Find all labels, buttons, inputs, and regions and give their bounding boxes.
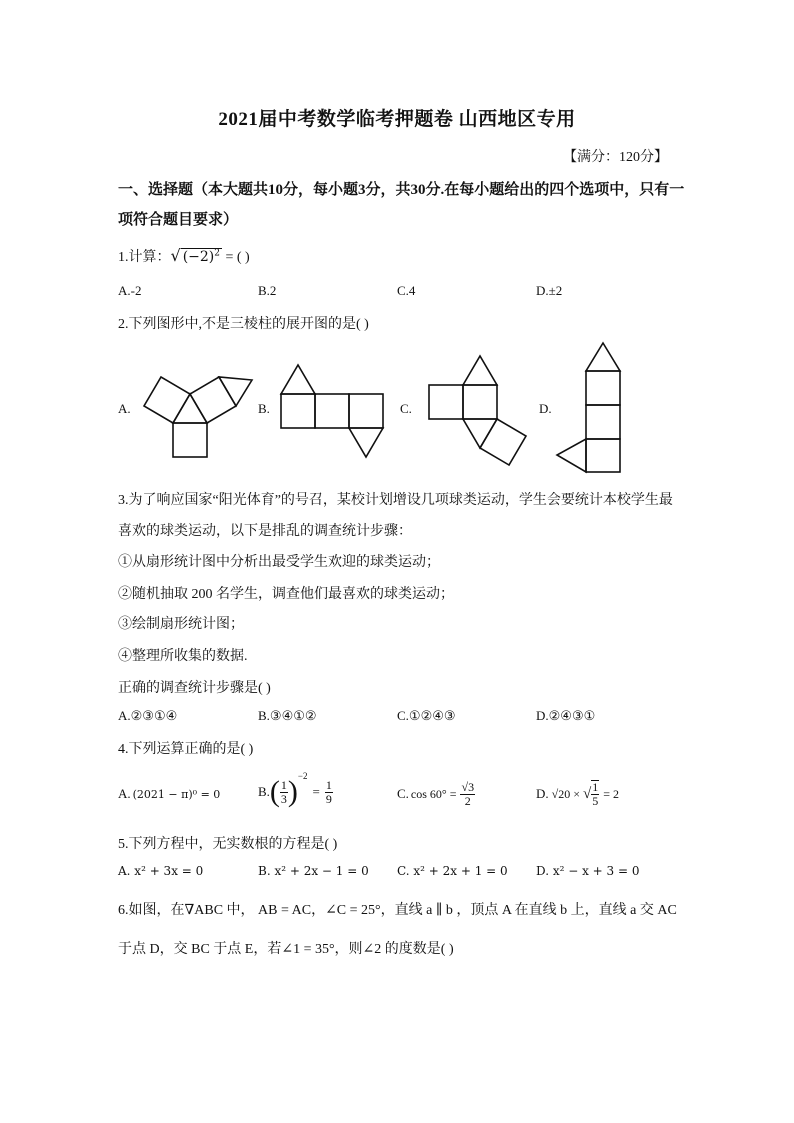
section-heading-line1: 一、选择题（本大题共10分，每小题3分，共30分.在每小题给出的四个选项中，只有一 <box>118 182 685 198</box>
q3-option-a[interactable]: A.②③①④ <box>118 708 178 723</box>
question-4-stem: 4.下列运算正确的是( ) <box>118 742 254 757</box>
sqrt-symbol: √ <box>583 785 592 802</box>
q5-option-d[interactable]: D. x² − x + 3 = 0 <box>536 864 640 878</box>
page-title: 2021届中考数学临考押题卷 山西地区专用 <box>218 109 576 130</box>
net-a-side-triangle <box>219 377 252 406</box>
q4-option-a[interactable]: A. (2021 − π)⁰ = 0 <box>118 786 221 801</box>
net-d-square-2 <box>586 405 620 439</box>
q4-option-b[interactable]: B. ( $\frac{1}{3}$ ) $^{-2}$ = $\frac{1}{9}$ <box>258 771 332 808</box>
sqrt-symbol: √ <box>170 246 181 265</box>
net-b-figure <box>281 365 383 457</box>
q3-step-2: ②随机抽取 200 名学生，调查他们最喜欢的球类运动； <box>118 587 454 602</box>
q4-b-equals: = <box>312 784 320 799</box>
q4-c-expression: cos 60° = <box>410 786 457 801</box>
q4-d-fraction: $\frac{1}{5}$ <box>592 780 599 808</box>
net-d-square-1 <box>586 371 620 405</box>
full-score-label: 【满分：120分】 <box>563 150 668 165</box>
net-b-square-1 <box>281 394 315 428</box>
net-b-bottom-triangle <box>349 428 383 457</box>
question-5-stem: 5.下列方程中，无实数根的方程是( ) <box>118 837 338 852</box>
q1-prefix: 1.计算： <box>118 250 171 265</box>
net-c-bottom-triangle <box>463 419 497 448</box>
net-c-square-tilted <box>480 419 526 465</box>
q4-b-paren-right: ) <box>287 775 298 808</box>
q1-radicand: $(-2)^2$ <box>182 248 220 265</box>
question-2-stem: 2.下列图形中,不是三棱柱的展开图的是( ) <box>118 317 369 332</box>
q5-option-c[interactable]: C. x² + 2x + 1 = 0 <box>397 864 508 878</box>
net-d-side-triangle <box>557 439 586 472</box>
q3-step-1: ①从扇形统计图中分析出最受学生欢迎的球类运动； <box>118 555 440 570</box>
q2-option-c-label[interactable]: C. <box>400 401 412 416</box>
q4-d-expression-1: √20 × <box>551 786 580 801</box>
q1-option-c[interactable]: C.4 <box>397 283 416 298</box>
net-b-top-triangle <box>281 365 315 394</box>
q3-step-3: ③绘制扇形统计图； <box>118 617 244 632</box>
q4-b-paren-left: ( <box>269 775 280 808</box>
net-d-figure <box>557 343 620 472</box>
net-a-square-left <box>144 377 190 423</box>
net-c-top-triangle <box>463 356 497 385</box>
q4-a-expression: (2021 − π)⁰ = 0 <box>132 788 221 801</box>
net-c-square-left <box>429 385 463 419</box>
question-6-line1: 6.如图，在∇ABC 中， AB = AC，∠C = 25°，直线 a ∥ b ，顶点 A 在直线 b 上，直线 a 交 AC <box>118 903 677 918</box>
q4-b-result: $\frac{1}{9}$ <box>325 777 332 806</box>
net-a-square-right <box>190 377 236 423</box>
q5-option-a[interactable]: A. x² + 3x = 0 <box>118 864 204 878</box>
section-heading-line2: 项符合题目要求） <box>118 212 239 228</box>
q4-b-exponent: −2 <box>297 771 308 781</box>
net-b-square-2 <box>315 394 349 428</box>
q3-option-c[interactable]: C.①②④③ <box>397 708 456 723</box>
q1-option-d[interactable]: D.±2 <box>536 283 563 298</box>
q3-option-b[interactable]: B.③④①② <box>258 708 317 723</box>
q3-option-d[interactable]: D.②④③① <box>536 708 596 723</box>
q4-b-fraction: $\frac{1}{3}$ <box>280 777 287 806</box>
net-c-square-right <box>463 385 497 419</box>
net-b-square-3 <box>349 394 383 428</box>
net-d-square-3 <box>586 439 620 472</box>
q3-ask: 正确的调查统计步骤是( ) <box>118 681 271 696</box>
q3-step-4: ④整理所收集的数据. <box>118 649 248 664</box>
q1-suffix: = ( ) <box>222 250 250 265</box>
q2-option-a-label[interactable]: A. <box>118 401 131 416</box>
q2-option-d-label[interactable]: D. <box>539 401 552 416</box>
question-3-line2: 喜欢的球类运动，以下是排乱的调查统计步骤： <box>118 524 412 539</box>
q2-option-b-label[interactable]: B. <box>258 401 270 416</box>
q4-c-fraction: $\frac{√3}{2}$ <box>461 779 475 808</box>
q1-option-a[interactable]: A.-2 <box>118 283 142 298</box>
q5-option-b[interactable]: B. x² + 2x − 1 = 0 <box>258 864 369 878</box>
question-6-line2: 于点 D，交 BC 于点 E，若∠1 = 35°，则∠2 的度数是( ) <box>118 942 454 957</box>
net-d-top-triangle <box>586 343 620 371</box>
q4-option-c[interactable]: C. cos 60° = $\frac{√3}{2}$ <box>397 779 475 808</box>
q4-d-expression-2: = 2 <box>603 786 620 801</box>
net-a-center-triangle <box>173 394 207 423</box>
net-a-square-bottom <box>173 423 207 457</box>
q1-option-b[interactable]: B.2 <box>258 283 277 298</box>
q4-option-d[interactable]: D. √20 × √ $\frac{1}{5}$ = 2 <box>536 780 620 808</box>
net-c-figure <box>429 356 526 465</box>
question-3-line1: 3.为了响应国家“阳光体育”的号召，某校计划增设几项球类运动，学生会要统计本校学生最 <box>118 493 673 508</box>
net-a-figure <box>144 377 252 457</box>
